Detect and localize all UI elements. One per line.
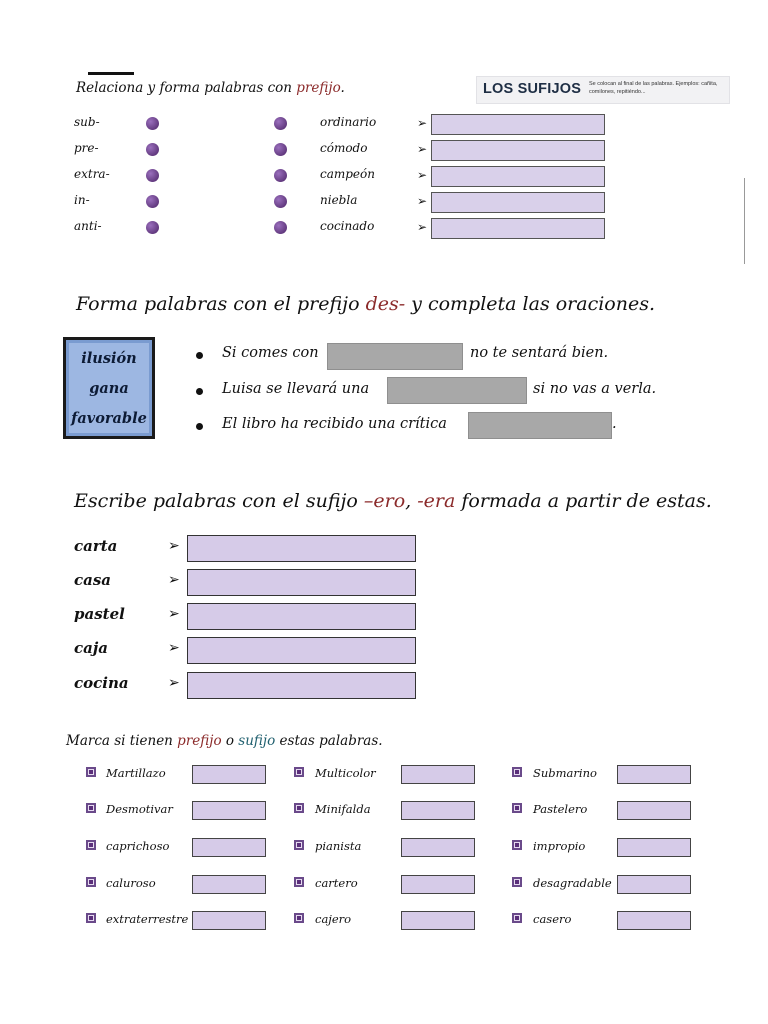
word-bank [63,337,155,439]
answer-box[interactable] [187,637,416,664]
answer-box[interactable] [431,218,605,239]
answer-box[interactable] [401,911,475,930]
match-dot-left[interactable] [146,195,159,208]
sentence-2-blank[interactable] [387,377,527,404]
base-word: casa [74,571,112,589]
classify-word: Desmotivar [106,802,173,816]
base-word: cocina [74,674,129,692]
checkbox[interactable] [294,803,304,813]
match-dot-right[interactable] [274,143,287,156]
classify-word: Martillazo [106,766,166,780]
answer-box[interactable] [192,765,266,784]
checkbox[interactable] [294,877,304,887]
prefix-label: extra- [74,167,110,181]
answer-box[interactable] [401,765,475,784]
checkbox[interactable] [86,913,96,923]
match-dot-left[interactable] [146,117,159,130]
arrow-icon: ➢ [417,194,428,208]
checkbox[interactable] [86,877,96,887]
checkbox[interactable] [294,913,304,923]
section2-title: Forma palabras con el prefijo des- y completa las oraciones. [76,293,656,315]
answer-box[interactable] [187,569,416,596]
classify-word: Submarino [533,766,597,780]
classify-word: extraterrestre [106,912,189,926]
answer-box[interactable] [617,838,691,857]
sentence-3-start: El libro ha recibido una crítica [222,416,447,432]
section4-title: Marca si tienen prefijo o sufijo estas palabras. [66,733,383,749]
answer-box[interactable] [192,875,266,894]
answer-box[interactable] [431,192,605,213]
word-bank-item: gana [89,379,129,397]
classify-word: impropio [533,839,586,853]
answer-box[interactable] [431,140,605,161]
checkbox[interactable] [86,840,96,850]
match-dot-left[interactable] [146,221,159,234]
answer-box[interactable] [187,535,416,562]
classify-word: cajero [315,912,352,926]
sentence-2-start: Luisa se llevará una [222,381,370,397]
answer-box[interactable] [192,801,266,820]
base-word: caja [74,639,108,657]
sentence-2-end: si no vas a verla. [533,381,657,397]
classify-word: Pastelero [533,802,588,816]
classify-word: caluroso [106,876,156,890]
match-dot-right[interactable] [274,169,287,182]
checkbox[interactable] [512,840,522,850]
sentence-3-blank[interactable] [468,412,612,439]
checkbox[interactable] [512,767,522,777]
word-bank-item: favorable [71,409,147,427]
arrow-icon: ➢ [168,572,180,588]
word-bank-item: ilusión [81,349,137,367]
section1-title: Relaciona y forma palabras con prefijo. [76,80,345,96]
checkbox[interactable] [86,803,96,813]
sufijos-info-box [476,76,730,104]
match-dot-left[interactable] [146,169,159,182]
classify-word: casero [533,912,572,926]
root-label: ordinario [320,115,377,129]
prefix-label: sub- [74,115,100,129]
answer-box[interactable] [617,911,691,930]
base-word: pastel [74,605,125,623]
sufijos-note: Se colocan al final de las palabras. Ejemplos: cañita, comilones, repitiéndo... [589,81,718,95]
sentence-1-blank[interactable] [327,343,463,370]
answer-box[interactable] [187,603,416,630]
sufijos-title: LOS SUFIJOS [483,81,582,97]
match-dot-right[interactable] [274,195,287,208]
checkbox[interactable] [86,767,96,777]
prefix-label: in- [74,193,90,207]
classify-word: Multicolor [315,766,376,780]
classify-word: Minifalda [315,802,371,816]
answer-box[interactable] [431,114,605,135]
answer-box[interactable] [617,875,691,894]
prefix-label: pre- [74,141,99,155]
base-word: carta [74,537,118,555]
prefix-label: anti- [74,219,102,233]
root-label: cocinado [320,219,375,233]
answer-box[interactable] [401,875,475,894]
checkbox[interactable] [512,877,522,887]
bullet [196,423,203,430]
classify-word: cartero [315,876,358,890]
answer-box[interactable] [192,911,266,930]
root-label: campeón [320,167,375,181]
checkbox[interactable] [294,767,304,777]
arrow-icon: ➢ [168,606,180,622]
sentence-1-end: no te sentará bien. [470,345,609,361]
top-rule [88,72,134,75]
answer-box[interactable] [192,838,266,857]
arrow-icon: ➢ [417,116,428,130]
sentence-3-end: . [612,416,617,432]
root-label: cómodo [320,141,368,155]
arrow-icon: ➢ [168,675,180,691]
arrow-icon: ➢ [417,168,428,182]
arrow-icon: ➢ [417,142,428,156]
answer-box[interactable] [401,838,475,857]
match-dot-right[interactable] [274,117,287,130]
bullet [196,388,203,395]
answer-box[interactable] [617,765,691,784]
sentence-1-start: Si comes con [222,345,319,361]
answer-box[interactable] [401,801,475,820]
checkbox[interactable] [512,913,522,923]
classify-word: desagradable [533,876,612,890]
section3-title: Escribe palabras con el sufijo –ero, -era formada a partir de estas. [74,490,712,512]
match-dot-right[interactable] [274,221,287,234]
root-label: niebla [320,193,358,207]
classify-word: pianista [315,839,362,853]
bullet [196,352,203,359]
answer-box[interactable] [431,166,605,187]
margin-line [744,178,745,264]
checkbox[interactable] [294,840,304,850]
answer-box[interactable] [187,672,416,699]
checkbox[interactable] [512,803,522,813]
arrow-icon: ➢ [417,220,428,234]
arrow-icon: ➢ [168,538,180,554]
arrow-icon: ➢ [168,640,180,656]
answer-box[interactable] [617,801,691,820]
match-dot-left[interactable] [146,143,159,156]
classify-word: caprichoso [106,839,170,853]
